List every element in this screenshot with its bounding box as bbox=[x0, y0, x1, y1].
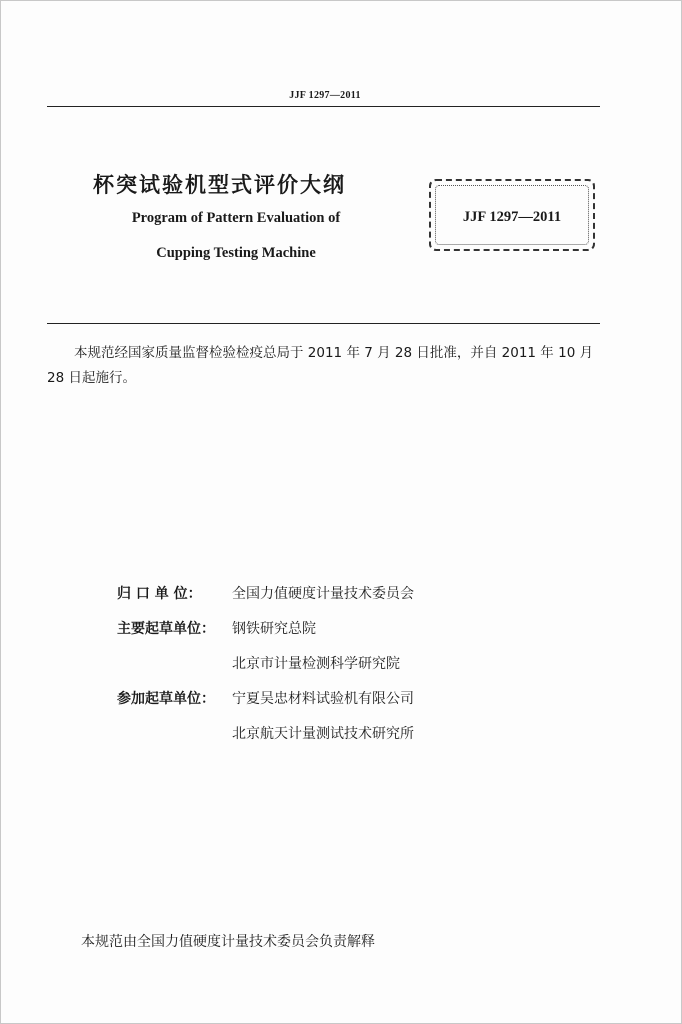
drafting-units bbox=[117, 575, 414, 750]
standard-code: JJF 1297—2011 bbox=[462, 209, 562, 225]
header-divider bbox=[47, 106, 600, 107]
participant-value: 北京航天计量测试技术研究所 bbox=[232, 725, 414, 742]
participant-row bbox=[117, 680, 414, 715]
document-title-english-line2: Cupping Testing Machine bbox=[156, 245, 316, 261]
owner-unit-label: 归 口 单 位： bbox=[117, 585, 202, 602]
participant-row bbox=[117, 715, 414, 750]
participant-value: 宁夏吴忠材料试验机有限公司 bbox=[232, 690, 414, 707]
main-drafter-value: 北京市计量检测科学研究院 bbox=[232, 655, 400, 672]
main-drafter-row bbox=[117, 610, 414, 645]
standard-code-box bbox=[429, 179, 595, 251]
document-title-chinese: 杯突试验机型式评价大纲 bbox=[93, 173, 346, 197]
interpretation-note: 本规范由全国力值硬度计量技术委员会负责解释 bbox=[81, 934, 375, 950]
main-drafter-row bbox=[117, 645, 414, 680]
approval-statement: 本规范经国家质量监督检验检疫总局于 2011 年 7 月 28 日批准，并自 2011 年 10 月 28 日起施行。 bbox=[47, 345, 594, 386]
owner-unit-value: 全国力值硬度计量技术委员会 bbox=[232, 585, 414, 602]
document-title-english-line1: Program of Pattern Evaluation of bbox=[131, 210, 341, 226]
header-standard-code: JJF 1297—2011 bbox=[289, 90, 361, 101]
owner-unit-row bbox=[117, 575, 414, 610]
main-drafter-value: 钢铁研究总院 bbox=[232, 620, 316, 637]
participant-label: 参加起草单位： bbox=[117, 690, 215, 707]
main-drafter-label: 主要起草单位： bbox=[117, 620, 215, 637]
title-divider bbox=[47, 323, 600, 324]
